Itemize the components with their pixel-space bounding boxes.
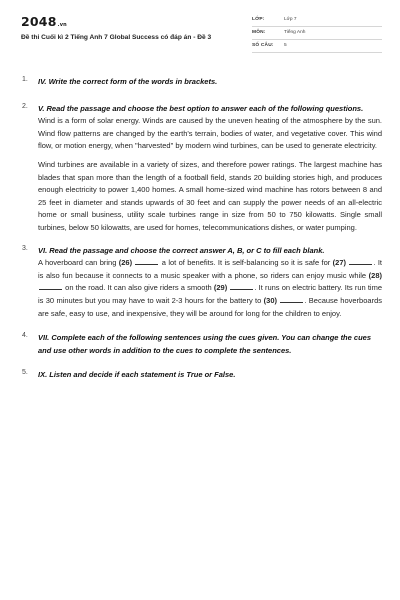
document-meta bbox=[252, 14, 382, 53]
question-list bbox=[22, 76, 382, 382]
passage-paragraph: Wind turbines are available in a variety of sizes, and therefore power ratings. The largest machine has blades that span more than the length of a football field, stands 20 building stories high, and produces enough electricity to power 1,400 homes. A small home-sized wind machine has rotors between 8 and 25 feet in diameter and stands upwards of 30 feet and can supply the power needs of an all-electric home or small business, utility scale turbines range in size from 50 to 750 kilowatts. Single small turbines, below 50 kilowatts, are used for homes, telecommunications dishes, or water pumping. bbox=[38, 159, 382, 232]
question-number: 2. bbox=[22, 102, 28, 110]
blank-line bbox=[230, 283, 253, 290]
question-item bbox=[22, 332, 382, 357]
question-number: 5. bbox=[22, 369, 28, 377]
question-item bbox=[22, 76, 382, 89]
reading-passage bbox=[38, 115, 382, 234]
question-title: IV. Write the correct form of the words in brackets. bbox=[38, 77, 218, 86]
meta-label: LỚP: bbox=[252, 17, 265, 22]
question-title: VI. Read the passage and choose the correct answer A, B, or C to fill each blank. bbox=[38, 245, 325, 255]
blank-number: (27) bbox=[332, 258, 347, 268]
meta-value: Tiếng Anh bbox=[284, 30, 306, 35]
question-title: VII. Complete each of the following sentences using the cues given. You can change the cues and use other words in addition to the cues to complete the sentences. bbox=[38, 333, 371, 355]
question-item bbox=[22, 103, 382, 235]
passage-text: a lot of benefits. It is self-balancing so it is safe for bbox=[159, 258, 333, 268]
cloze-passage bbox=[38, 257, 382, 320]
blank-line bbox=[135, 258, 158, 265]
question-item bbox=[22, 245, 382, 321]
meta-value: Lớp 7 bbox=[284, 17, 297, 22]
logo-suffix: .vn bbox=[57, 22, 67, 28]
blank-number: (29) bbox=[213, 283, 228, 293]
blank-number: (26) bbox=[118, 258, 133, 268]
passage-text: . It runs on electric battery. Its run time is 30 minutes but you may have to wait 2-3 hours for the battery to bbox=[38, 283, 382, 305]
logo-text: 2048 bbox=[21, 14, 57, 29]
question-number: 3. bbox=[22, 244, 28, 252]
blank-number: (28) bbox=[368, 270, 382, 280]
passage-paragraph bbox=[38, 257, 382, 320]
passage-text: A hoverboard can bring bbox=[38, 258, 119, 268]
passage-text: . It is also fun because it connects to a music speaker with a phone, so riders can enjoy music while bbox=[38, 258, 382, 280]
question-item bbox=[22, 369, 382, 382]
blank-line bbox=[349, 258, 372, 265]
meta-row-subject bbox=[252, 27, 382, 40]
blank-line bbox=[39, 283, 62, 290]
question-number: 4. bbox=[22, 332, 28, 340]
question-title: V. Read the passage and choose the best option to answer each of the following questions. bbox=[38, 103, 364, 113]
meta-label: MÔN: bbox=[252, 30, 266, 35]
passage-text: . Because hoverboards are safe, easy to use, and inexpensive, they will be around for long for the children to enjoy. bbox=[38, 295, 382, 318]
meta-label: SỐ CÂU: bbox=[252, 43, 274, 48]
meta-value: 5 bbox=[284, 43, 287, 48]
meta-row-question-count bbox=[252, 40, 382, 53]
document-title: Đề thi Cuối kì 2 Tiếng Anh 7 Global Success có đáp án - Đề 3 bbox=[21, 34, 212, 41]
passage-paragraph: Wind is a form of solar energy. Winds are caused by the uneven heating of the atmosphere by the sun. Wind flow patterns are changed by the earth's terrain, bodies of water, and vegetative cover. This wind flow, or motion energy, when "harvested" by modern wind turbines, can be used to generate electricity. bbox=[38, 116, 382, 151]
page-header bbox=[0, 0, 400, 66]
passage-text: on the road. It can also give riders a smooth bbox=[63, 283, 214, 293]
meta-row-class bbox=[252, 14, 382, 27]
question-title: IX. Listen and decide if each statement is True or False. bbox=[38, 370, 236, 380]
question-number: 1. bbox=[22, 76, 28, 83]
blank-number: (30) bbox=[263, 295, 277, 305]
blank-line bbox=[280, 296, 303, 303]
site-logo[interactable] bbox=[21, 14, 67, 29]
